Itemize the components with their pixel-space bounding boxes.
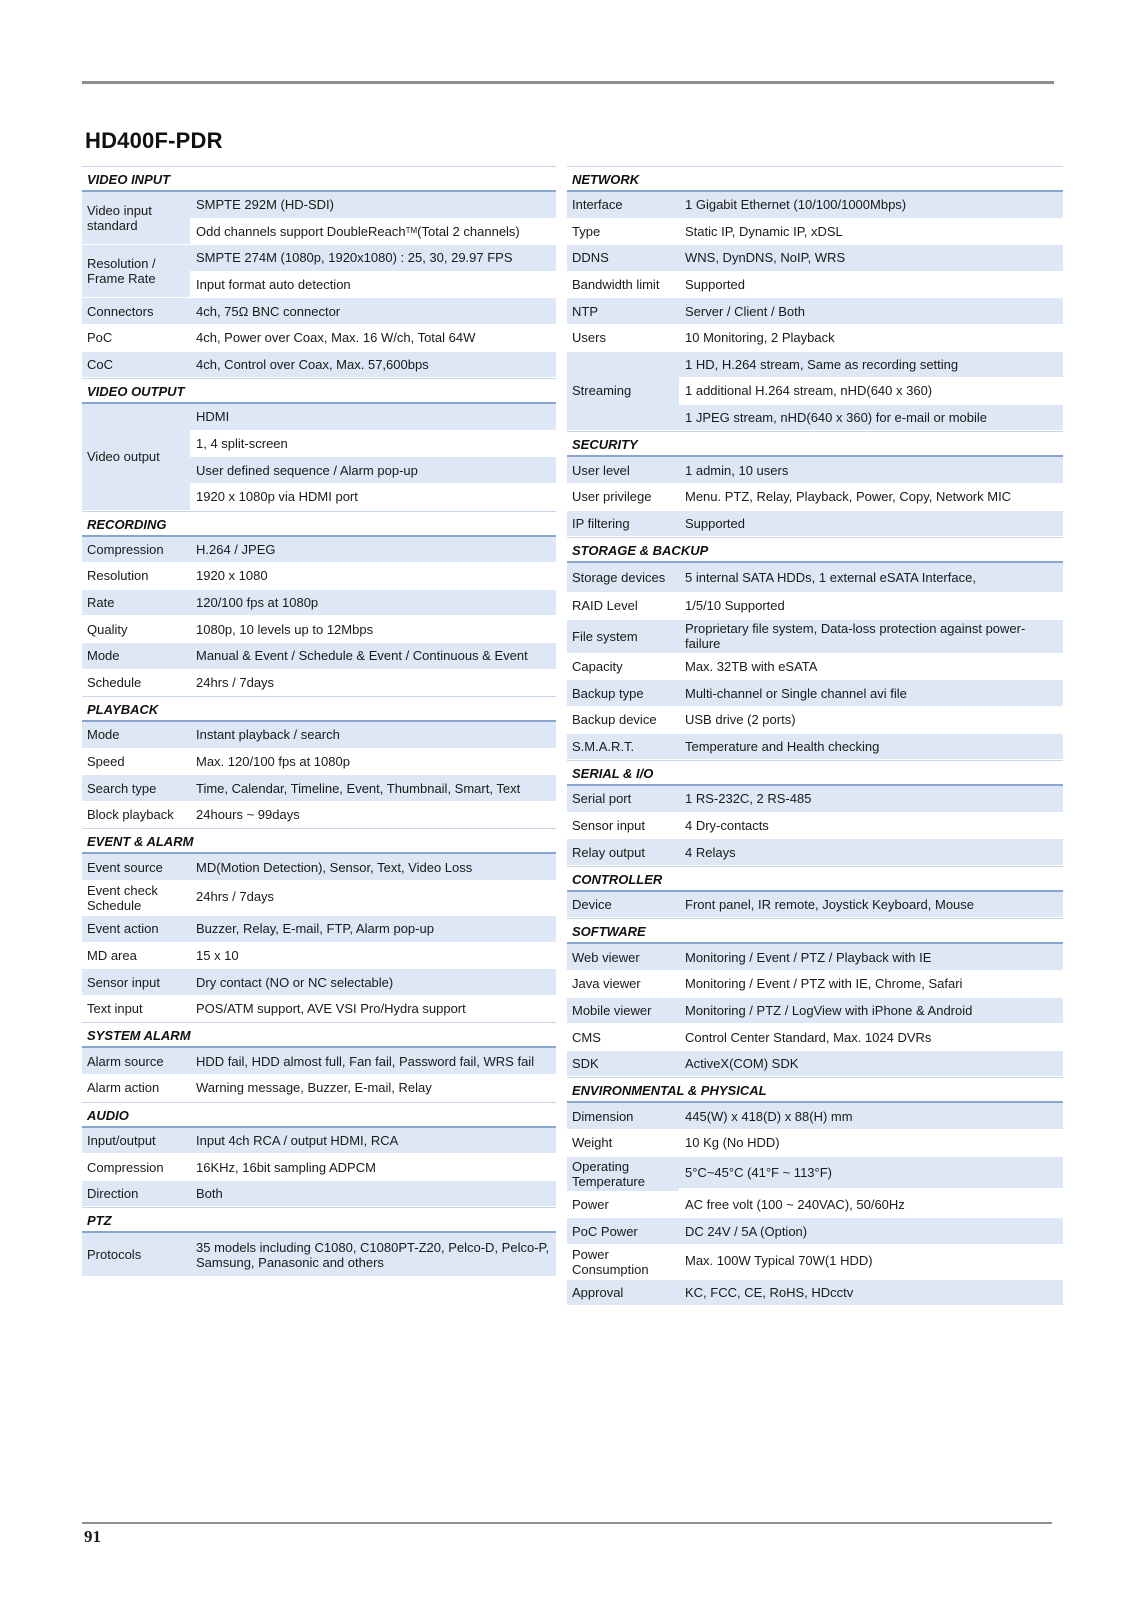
spec-label: Mode	[82, 722, 190, 749]
spec-label: Alarm source	[82, 1048, 190, 1075]
section-title-serial-i-o: SERIAL & I/O	[567, 760, 1063, 786]
spec-row-file-system	[567, 620, 1063, 654]
spec-value: Max. 120/100 fps at 1080p	[190, 749, 556, 776]
spec-label: Event action	[82, 916, 190, 943]
spec-label: Users	[567, 325, 679, 352]
section-title-audio: AUDIO	[82, 1102, 556, 1128]
spec-row-speed	[82, 749, 556, 776]
spec-label: Operating Temperature	[567, 1157, 679, 1192]
bottom-rule	[82, 1522, 1052, 1524]
spec-row-storage-devices	[567, 563, 1063, 593]
spec-row-poc-power	[567, 1218, 1063, 1245]
spec-value: DC 24V / 5A (Option)	[679, 1218, 1063, 1245]
spec-label: PoC Power	[567, 1218, 679, 1245]
spec-row-sdk	[567, 1051, 1063, 1078]
spec-row-mobile-viewer	[567, 998, 1063, 1025]
spec-label: Interface	[567, 192, 679, 219]
spec-value: 10 Kg (No HDD)	[679, 1130, 1063, 1157]
spec-label: Backup device	[567, 707, 679, 734]
spec-row-block-playback	[82, 802, 556, 829]
spec-value: 4 Relays	[679, 839, 1063, 866]
spec-label: Storage devices	[567, 563, 679, 593]
spec-row-alarm-action	[82, 1075, 556, 1102]
spec-value: 15 x 10	[190, 943, 556, 970]
spec-value: AC free volt (100 ~ 240VAC), 50/60Hz	[679, 1192, 1063, 1219]
spec-label: Mode	[82, 643, 190, 670]
spec-row-ddns	[567, 245, 1063, 272]
spec-row-resolution	[82, 563, 556, 590]
spec-label: Java viewer	[567, 971, 679, 998]
section-title-controller: CONTROLLER	[567, 866, 1063, 892]
spec-label: Direction	[82, 1181, 190, 1208]
spec-label: Power Consumption	[567, 1245, 679, 1280]
spec-label: Resolution	[82, 563, 190, 590]
spec-value: Instant playback / search	[190, 722, 556, 749]
spec-value: Static IP, Dynamic IP, xDSL	[679, 219, 1063, 246]
section-title-system-alarm: SYSTEM ALARM	[82, 1022, 556, 1048]
spec-value: 120/100 fps at 1080p	[190, 590, 556, 617]
spec-row-s-m-a-r-t	[567, 734, 1063, 761]
spec-row-power	[567, 1192, 1063, 1219]
spec-row-users	[567, 325, 1063, 352]
spec-label: Type	[567, 219, 679, 246]
spec-label: Quality	[82, 616, 190, 643]
spec-value: HDMI	[190, 404, 556, 431]
spec-value: KC, FCC, CE, RoHS, HDcctv	[679, 1280, 1063, 1307]
spec-value: Odd channels support DoubleReach TM (Total 2 channels)	[190, 219, 556, 246]
spec-value: ActiveX(COM) SDK	[679, 1051, 1063, 1078]
spec-row-relay-output	[567, 839, 1063, 866]
spec-value: 1 additional H.264 stream, nHD(640 x 360)	[679, 378, 1063, 405]
spec-row-dimension	[567, 1103, 1063, 1130]
spec-row-poc	[82, 325, 556, 352]
spec-label: Video output	[82, 404, 190, 510]
spec-value: 24hours ~ 99days	[190, 802, 556, 829]
spec-row-user-privilege	[567, 484, 1063, 511]
spec-label: Input/output	[82, 1128, 190, 1155]
spec-value: 445(W) x 418(D) x 88(H) mm	[679, 1103, 1063, 1130]
spec-label: Sensor input	[567, 813, 679, 840]
spec-label: PoC	[82, 325, 190, 352]
spec-value: HDD fail, HDD almost full, Fan fail, Password fail, WRS fail	[190, 1048, 556, 1075]
spec-label: CoC	[82, 352, 190, 379]
spec-value: 1080p, 10 levels up to 12Mbps	[190, 616, 556, 643]
spec-value: Max. 100W Typical 70W(1 HDD)	[679, 1245, 1063, 1277]
spec-row-rate	[82, 590, 556, 617]
spec-label: User level	[567, 457, 679, 484]
spec-value: Input format auto detection	[190, 272, 556, 299]
spec-label: Alarm action	[82, 1075, 190, 1102]
spec-value: 4ch, 75Ω BNC connector	[190, 298, 556, 325]
section-title-software: SOFTWARE	[567, 918, 1063, 944]
spec-row-mode	[82, 722, 556, 749]
spec-value: Control Center Standard, Max. 1024 DVRs	[679, 1024, 1063, 1051]
spec-label: Power	[567, 1192, 679, 1219]
spec-value: MD(Motion Detection), Sensor, Text, Video Loss	[190, 854, 556, 881]
spec-row-schedule	[82, 670, 556, 697]
spec-row-compression	[82, 537, 556, 564]
spec-row-device	[567, 892, 1063, 919]
spec-row-type	[567, 219, 1063, 246]
spec-label: Device	[567, 892, 679, 919]
spec-value: 4ch, Power over Coax, Max. 16 W/ch, Total 64W	[190, 325, 556, 352]
spec-value: User defined sequence / Alarm pop-up	[190, 457, 556, 484]
spec-value: Max. 32TB with eSATA	[679, 654, 1063, 681]
spec-label: Mobile viewer	[567, 998, 679, 1025]
section-title-network: NETWORK	[567, 166, 1063, 192]
spec-label: S.M.A.R.T.	[567, 734, 679, 761]
spec-row-video-input-standard	[82, 192, 556, 245]
spec-value: 1 admin, 10 users	[679, 457, 1063, 484]
spec-value: Time, Calendar, Timeline, Event, Thumbnail, Smart, Text	[190, 775, 556, 802]
section-title-storage-backup: STORAGE & BACKUP	[567, 537, 1063, 563]
spec-label: Block playback	[82, 802, 190, 829]
spec-label: Event source	[82, 854, 190, 881]
spec-row-sensor-input	[82, 969, 556, 996]
spec-label: CMS	[567, 1024, 679, 1051]
spec-value: Supported	[679, 511, 1063, 538]
spec-label: Protocols	[82, 1233, 190, 1277]
spec-value: 24hrs / 7days	[190, 881, 556, 913]
spec-label: Resolution / Frame Rate	[82, 245, 190, 298]
spec-label: IP filtering	[567, 511, 679, 538]
spec-label: Capacity	[567, 654, 679, 681]
spec-row-resolution-frame-rate	[82, 245, 556, 298]
spec-row-text-input	[82, 996, 556, 1023]
spec-value: 10 Monitoring, 2 Playback	[679, 325, 1063, 352]
spec-value: Manual & Event / Schedule & Event / Continuous & Event	[190, 643, 556, 670]
spec-row-interface	[567, 192, 1063, 219]
spec-label: Video input standard	[82, 192, 190, 245]
spec-label: SDK	[567, 1051, 679, 1078]
spec-label: Bandwidth limit	[567, 272, 679, 299]
spec-row-event-source	[82, 854, 556, 881]
spec-value: Supported	[679, 272, 1063, 299]
spec-value: Temperature and Health checking	[679, 734, 1063, 761]
spec-row-protocols	[82, 1233, 556, 1277]
spec-value: WNS, DynDNS, NoIP, WRS	[679, 245, 1063, 272]
section-title-event-alarm: EVENT & ALARM	[82, 828, 556, 854]
spec-label: DDNS	[567, 245, 679, 272]
spec-row-web-viewer	[567, 944, 1063, 971]
spec-label: Weight	[567, 1130, 679, 1157]
spec-row-weight	[567, 1130, 1063, 1157]
spec-label: Relay output	[567, 839, 679, 866]
spec-label: Compression	[82, 1154, 190, 1181]
spec-value: 5 internal SATA HDDs, 1 external eSATA Interface,	[679, 563, 1063, 593]
spec-value: Monitoring / PTZ / LogView with iPhone & Android	[679, 998, 1063, 1025]
spec-value: 1920 x 1080	[190, 563, 556, 590]
spec-label: Backup type	[567, 680, 679, 707]
spec-value: Menu. PTZ, Relay, Playback, Power, Copy, Network MIC	[679, 484, 1063, 511]
section-title-environmental-physical: ENVIRONMENTAL & PHYSICAL	[567, 1077, 1063, 1103]
section-title-playback: PLAYBACK	[82, 696, 556, 722]
spec-row-approval	[567, 1280, 1063, 1307]
spec-row-sensor-input	[567, 813, 1063, 840]
section-title-ptz: PTZ	[82, 1207, 556, 1233]
spec-value: 1 Gigabit Ethernet (10/100/1000Mbps)	[679, 192, 1063, 219]
spec-row-cms	[567, 1024, 1063, 1051]
spec-row-user-level	[567, 457, 1063, 484]
spec-value: 5°C~45°C (41°F ~ 113°F)	[679, 1157, 1063, 1189]
spec-value: Monitoring / Event / PTZ / Playback with IE	[679, 944, 1063, 971]
spec-label: RAID Level	[567, 593, 679, 620]
spec-label: Search type	[82, 775, 190, 802]
spec-row-mode	[82, 643, 556, 670]
spec-value: 35 models including C1080, C1080PT-Z20, Pelco-D, Pelco-P, Samsung, Panasonic and others	[190, 1233, 556, 1277]
spec-label: File system	[567, 620, 679, 654]
spec-row-search-type	[82, 775, 556, 802]
spec-label: Rate	[82, 590, 190, 617]
spec-row-raid-level	[567, 593, 1063, 620]
spec-label: Streaming	[567, 352, 679, 432]
spec-row-operating-temperature	[567, 1157, 1063, 1192]
spec-label: Web viewer	[567, 944, 679, 971]
spec-row-event-action	[82, 916, 556, 943]
spec-value: 24hrs / 7days	[190, 670, 556, 697]
spec-row-backup-type	[567, 680, 1063, 707]
spec-label: Approval	[567, 1280, 679, 1307]
spec-row-event-check-schedule	[82, 881, 556, 916]
spec-row-md-area	[82, 943, 556, 970]
spec-row-connectors	[82, 298, 556, 325]
spec-label: NTP	[567, 298, 679, 325]
spec-value: Dry contact (NO or NC selectable)	[190, 969, 556, 996]
spec-row-input-output	[82, 1128, 556, 1155]
spec-label: Serial port	[567, 786, 679, 813]
spec-row-capacity	[567, 654, 1063, 681]
right-spec-column	[567, 166, 1063, 1306]
spec-value: Front panel, IR remote, Joystick Keyboard, Mouse	[679, 892, 1063, 919]
spec-row-coc	[82, 352, 556, 379]
spec-value: SMPTE 274M (1080p, 1920x1080) : 25, 30, 29.97 FPS	[190, 245, 556, 272]
spec-value: Proprietary file system, Data-loss protection against power-failure	[679, 620, 1063, 654]
spec-label: MD area	[82, 943, 190, 970]
spec-label: Dimension	[567, 1103, 679, 1130]
spec-value: 4 Dry-contacts	[679, 813, 1063, 840]
left-spec-column	[82, 166, 556, 1277]
spec-value: 1 JPEG stream, nHD(640 x 360) for e-mail or mobile	[679, 405, 1063, 432]
spec-value: POS/ATM support, AVE VSI Pro/Hydra support	[190, 996, 556, 1023]
spec-value: 16KHz, 16bit sampling ADPCM	[190, 1154, 556, 1181]
spec-value: 1920 x 1080p via HDMI port	[190, 484, 556, 511]
spec-label: Speed	[82, 749, 190, 776]
spec-value: Server / Client / Both	[679, 298, 1063, 325]
spec-row-serial-port	[567, 786, 1063, 813]
spec-label: Sensor input	[82, 969, 190, 996]
section-title-recording: RECORDING	[82, 511, 556, 537]
spec-row-java-viewer	[567, 971, 1063, 998]
spec-value: Monitoring / Event / PTZ with IE, Chrome, Safari	[679, 971, 1063, 998]
spec-value: Multi-channel or Single channel avi file	[679, 680, 1063, 707]
spec-label: User privilege	[567, 484, 679, 511]
page-title: HD400F-PDR	[85, 128, 223, 153]
spec-row-backup-device	[567, 707, 1063, 734]
spec-value: 4ch, Control over Coax, Max. 57,600bps	[190, 352, 556, 379]
spec-value: 1 HD, H.264 stream, Same as recording setting	[679, 352, 1063, 379]
spec-row-compression	[82, 1154, 556, 1181]
spec-value: 1/5/10 Supported	[679, 593, 1063, 620]
spec-value: 1 RS-232C, 2 RS-485	[679, 786, 1063, 813]
spec-label: Text input	[82, 996, 190, 1023]
spec-row-quality	[82, 616, 556, 643]
page-number: 91	[84, 1527, 101, 1546]
spec-value: USB drive (2 ports)	[679, 707, 1063, 734]
spec-value: Both	[190, 1181, 556, 1208]
section-title-video-input: VIDEO INPUT	[82, 166, 556, 192]
spec-label: Event check Schedule	[82, 881, 190, 916]
spec-row-alarm-source	[82, 1048, 556, 1075]
spec-label: Connectors	[82, 298, 190, 325]
spec-value: Buzzer, Relay, E-mail, FTP, Alarm pop-up	[190, 916, 556, 943]
spec-value: Input 4ch RCA / output HDMI, RCA	[190, 1128, 556, 1155]
spec-value: H.264 / JPEG	[190, 537, 556, 564]
spec-row-video-output	[82, 404, 556, 510]
spec-value: Warning message, Buzzer, E-mail, Relay	[190, 1075, 556, 1102]
spec-value: 1, 4 split-screen	[190, 431, 556, 458]
spec-row-ip-filtering	[567, 511, 1063, 538]
section-title-security: SECURITY	[567, 431, 1063, 457]
spec-row-ntp	[567, 298, 1063, 325]
spec-row-bandwidth-limit	[567, 272, 1063, 299]
spec-row-streaming	[567, 352, 1063, 432]
spec-label: Schedule	[82, 670, 190, 697]
section-title-video-output: VIDEO OUTPUT	[82, 378, 556, 404]
spec-label: Compression	[82, 537, 190, 564]
top-rule	[82, 81, 1054, 84]
spec-row-power-consumption	[567, 1245, 1063, 1280]
spec-row-direction	[82, 1181, 556, 1208]
spec-value: SMPTE 292M (HD-SDI)	[190, 192, 556, 219]
